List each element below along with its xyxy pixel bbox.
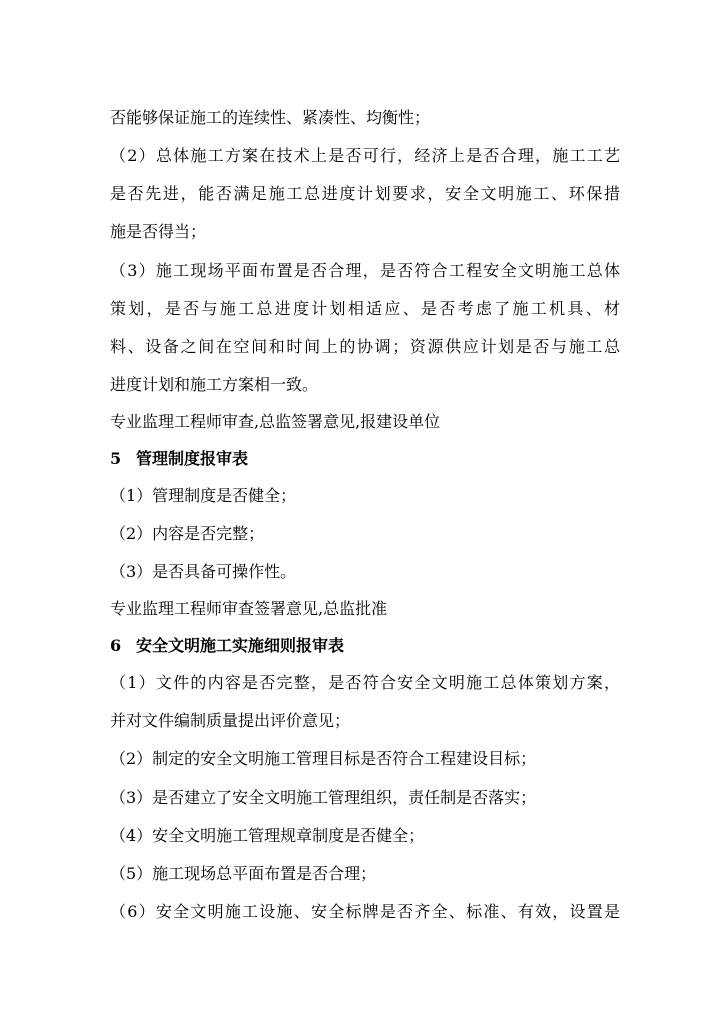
text-line: （3）是否建立了安全文明施工管理组织，责任制是否落实；	[110, 788, 537, 807]
text-line: （2）内容是否完整；	[110, 524, 265, 543]
text-line: 料、设备之间在空间和时间上的协调；资源供应计划是否与施工总	[110, 337, 620, 356]
text-line: （1）管理制度是否健全；	[110, 486, 297, 505]
text-line: 是否先进，能否满足施工总进度计划要求，安全文明施工、环保措	[110, 184, 620, 203]
text-line: 施是否得当；	[110, 222, 207, 241]
text-line: 策划，是否与施工总进度计划相适应、是否考虑了施工机具、材	[110, 299, 620, 318]
section-title: 管理制度报审表	[136, 449, 249, 468]
text-line: 专业监理工程师审查,总监签署意见,报建设单位	[110, 412, 441, 431]
section-title: 安全文明施工实施细则报审表	[136, 636, 345, 655]
text-line: （3）是否具备可操作性。	[110, 562, 297, 581]
section-heading	[110, 636, 620, 656]
text-line: （6）安全文明施工设施、安全标牌是否齐全、标准、有效，设置是	[110, 902, 620, 921]
section-number: 6	[110, 636, 122, 655]
section-number: 5	[110, 449, 122, 468]
text-line: （4）安全文明施工管理规章制度是否健全；	[110, 826, 425, 845]
text-line: 进度计划和施工方案相一致。	[110, 375, 319, 394]
text-line: （2）总体施工方案在技术上是否可行，经济上是否合理，施工工艺	[110, 146, 620, 165]
section-heading	[110, 449, 620, 469]
text-line: （3）施工现场平面布置是否合理，是否符合工程安全文明施工总体	[110, 261, 620, 280]
text-line: （1）文件的内容是否完整，是否符合安全文明施工总体策划方案，	[110, 673, 620, 692]
text-line: 专业监理工程师审查签署意见,总监批准	[110, 599, 388, 618]
text-line: 否能够保证施工的连续性、紧凑性、均衡性；	[110, 108, 431, 127]
text-line: （5）施工现场总平面布置是否合理；	[110, 864, 377, 883]
text-line: （2）制定的安全文明施工管理目标是否符合工程建设目标；	[110, 749, 537, 768]
text-line: 并对文件编制质量提出评价意见；	[110, 711, 351, 730]
